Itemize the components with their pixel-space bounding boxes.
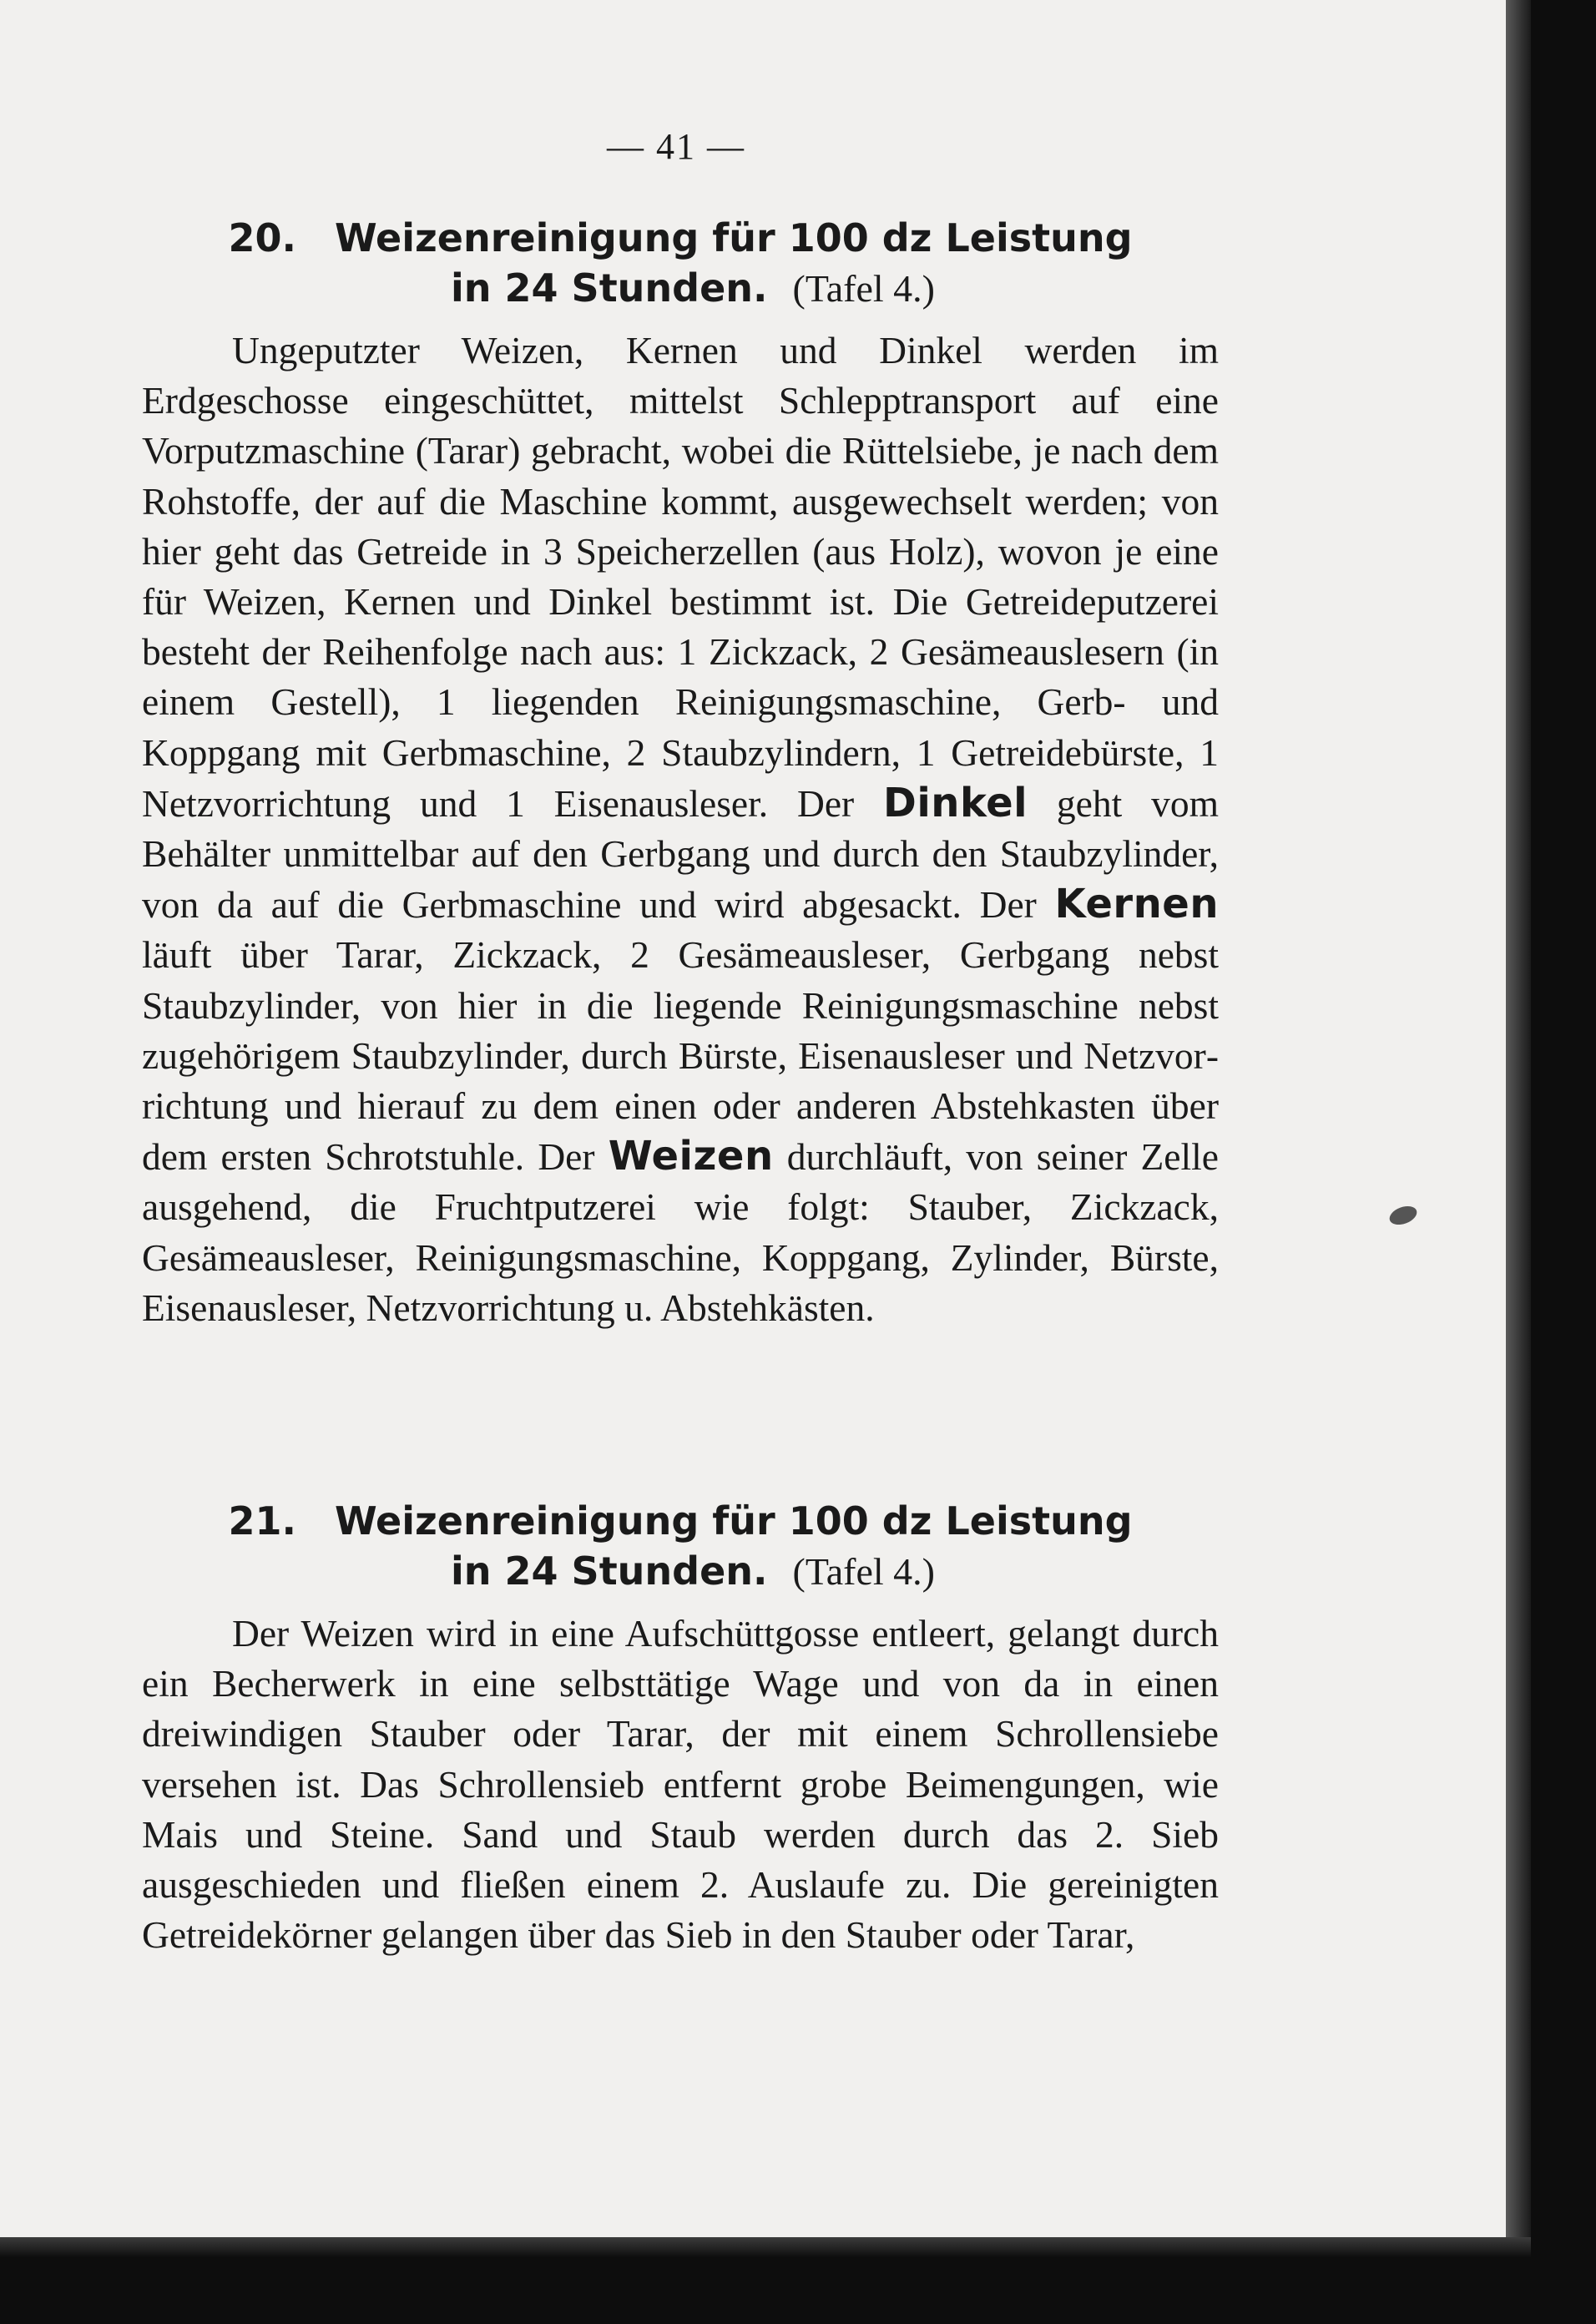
emphasis-weizen: Weizen [608,1133,774,1180]
paragraph-text: durchläuft, von seiner Zelle ausgehend, die Fruchtputzerei wie folgt: Stauber, Zickzack, Gesämeausleser, Reinigungsmaschine, Koppgang, Zylinder, Bürste, Eisenausleser, Netzvorrichtung u. Abstehkästen. [142,1135,1219,1329]
section-title-line2: in 24 Stunden. [451,1548,768,1594]
emphasis-kernen: Kernen [1054,881,1219,928]
page-bottom-shadow [0,2237,1531,2257]
section-heading [142,213,1219,263]
plate-reference: (Tafel 4.) [792,267,935,310]
page-number: — 41 — [607,126,745,167]
section-heading-line2 [142,1546,1219,1597]
section-21 [142,1496,1219,1960]
page-edge-shadow [1506,0,1531,2237]
section-heading-line2 [142,263,1219,314]
emphasis-dinkel: Dinkel [883,779,1028,826]
section-heading [142,1496,1219,1546]
section-title-line2: in 24 Stunden. [451,265,768,311]
paragraph-text: läuft über Tarar, Zickzack, 2 Gesämeausleser, Gerbgang nebst Staubzylinder, von hier in die liegende Reinigungsmaschine nebst zugehörigem Staubzylinder, durch Bürste, Eisenausleser und Netzvorrichtung und hierauf zu dem einen oder anderen Abstehkasten über dem ersten Schrotstuhle. Der [142,933,1219,1179]
paragraph-text: Der Weizen wird in eine Aufschüttgosse entleert, gelangt durch ein Becherwerk in eine selbsttätige Wage und von da in einen dreiwindigen Stauber oder Tarar, der mit einem Schrollensiebe versehen ist. Das Schrollensieb entfernt grobe Beimengungen, wie Mais und Steine. Sand und Staub werden durch das 2. Sieb ausgeschieden und fließen einem 2. Auslaufe zu. Die gereinigten Getreidekörner gelangen über das Sieb in den Stauber oder Tarar, [142,1612,1219,1957]
section-title-line1: Weizenreinigung für 100 dz Leistung [334,1498,1133,1543]
section-20 [142,213,1219,1333]
ink-blot-mark [1387,1203,1420,1228]
paragraph-text: Ungeputzter Weizen, Kernen und Dinkel werden im Erdgeschosse eingeschüttet, mittelst Schlepptransport auf eine Vorputzmaschine (Tarar) gebracht, wobei die Rüttelsiebe, je nach dem Rohstoffe, der auf die Maschine kommt, ausgewechselt werden; von hier geht das Getreide in 3 Speicherzellen (aus Holz), wovon je eine für Weizen, Kernen und Dinkel bestimmt ist. Die Getreideputzerei besteht der Reihenfolge nach aus: 1 Zickzack, 2 Gesämeauslesern (in einem Gestell), 1 liegenden Reinigungsmaschine, Gerb- und Koppgang mit Gerbmaschine, 2 Staubzylindern, 1 Getreidebürste, 1 Netzvorrichtung und 1 Eisenausleser. Der [142,329,1219,825]
section-paragraph [142,326,1219,1333]
section-number: 21. [228,1498,296,1543]
section-title-line1: Weizenreinigung für 100 dz Leistung [334,215,1133,260]
paragraph-text: geht vom Behälter unmittelbar auf den Gerbgang und durch den Staubzylinder, von da auf die Gerbmaschine und wird abgesackt. Der [142,781,1219,927]
section-paragraph [142,1609,1219,1960]
section-number: 20. [228,215,296,260]
plate-reference: (Tafel 4.) [792,1550,935,1593]
